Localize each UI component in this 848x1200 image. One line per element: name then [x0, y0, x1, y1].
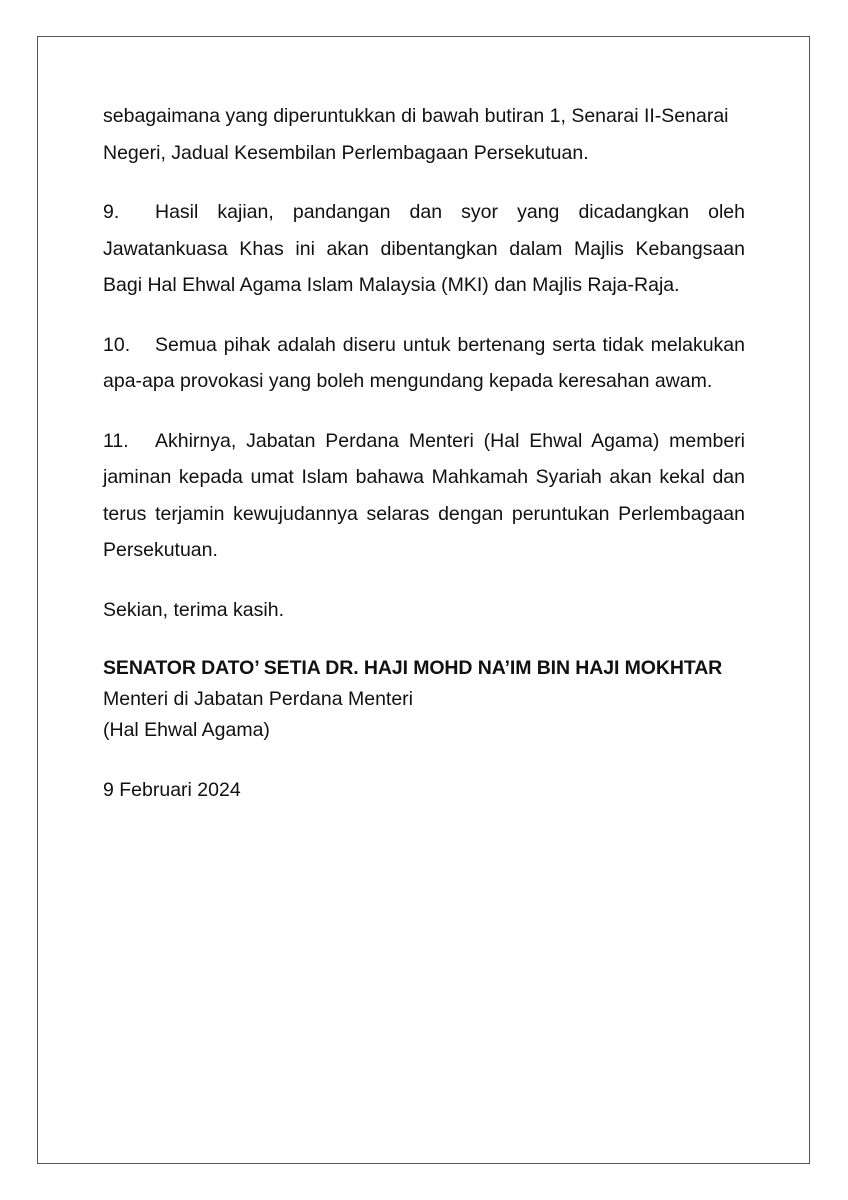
paragraph-number: 10.	[103, 333, 131, 356]
continuation-paragraph: sebagaimana yang diperuntukkan di bawah butiran 1, Senarai II-Senarai Negeri, Jadual Kesembilan Perlembagaan Persekutuan.	[103, 105, 729, 164]
paragraph-11	[103, 423, 745, 569]
signatory-name: SENATOR DATO’ SETIA DR. HAJI MOHD NA’IM BIN HAJI MOKHTAR	[103, 657, 723, 679]
paragraph-text: Akhirnya, Jabatan Perdana Menteri (Hal Ehwal Agama) memberi jaminan kepada umat Islam bahawa Mahkamah Syariah akan kekal dan terus terjamin kewujudannya selaras dengan peruntukan Perlembagaan Persekutuan.	[103, 429, 745, 561]
signatory-title: Menteri di Jabatan Perdana Menteri	[103, 688, 414, 710]
signatory-portfolio: (Hal Ehwal Agama)	[103, 719, 270, 741]
paragraph-text: Hasil kajian, pandangan dan syor yang dicadangkan oleh Jawatankuasa Khas ini akan dibentangkan dalam Majlis Kebangsaan Bagi Hal Ehwal Agama Islam Malaysia (MKI) dan Majlis Raja-Raja.	[103, 201, 745, 296]
paragraph-10	[103, 327, 745, 400]
document-body	[103, 98, 745, 809]
signature-block	[103, 652, 745, 746]
closing-remark: Sekian, terima kasih.	[103, 598, 284, 621]
paragraph-9	[103, 194, 745, 304]
document-date: 9 Februari 2024	[103, 779, 241, 801]
paragraph-number: 11.	[103, 429, 129, 452]
paragraph-number: 9.	[103, 201, 120, 223]
paragraph-text: Semua pihak adalah diseru untuk bertenang serta tidak melakukan apa-apa provokasi yang boleh mengundang kepada keresahan awam.	[103, 333, 745, 392]
